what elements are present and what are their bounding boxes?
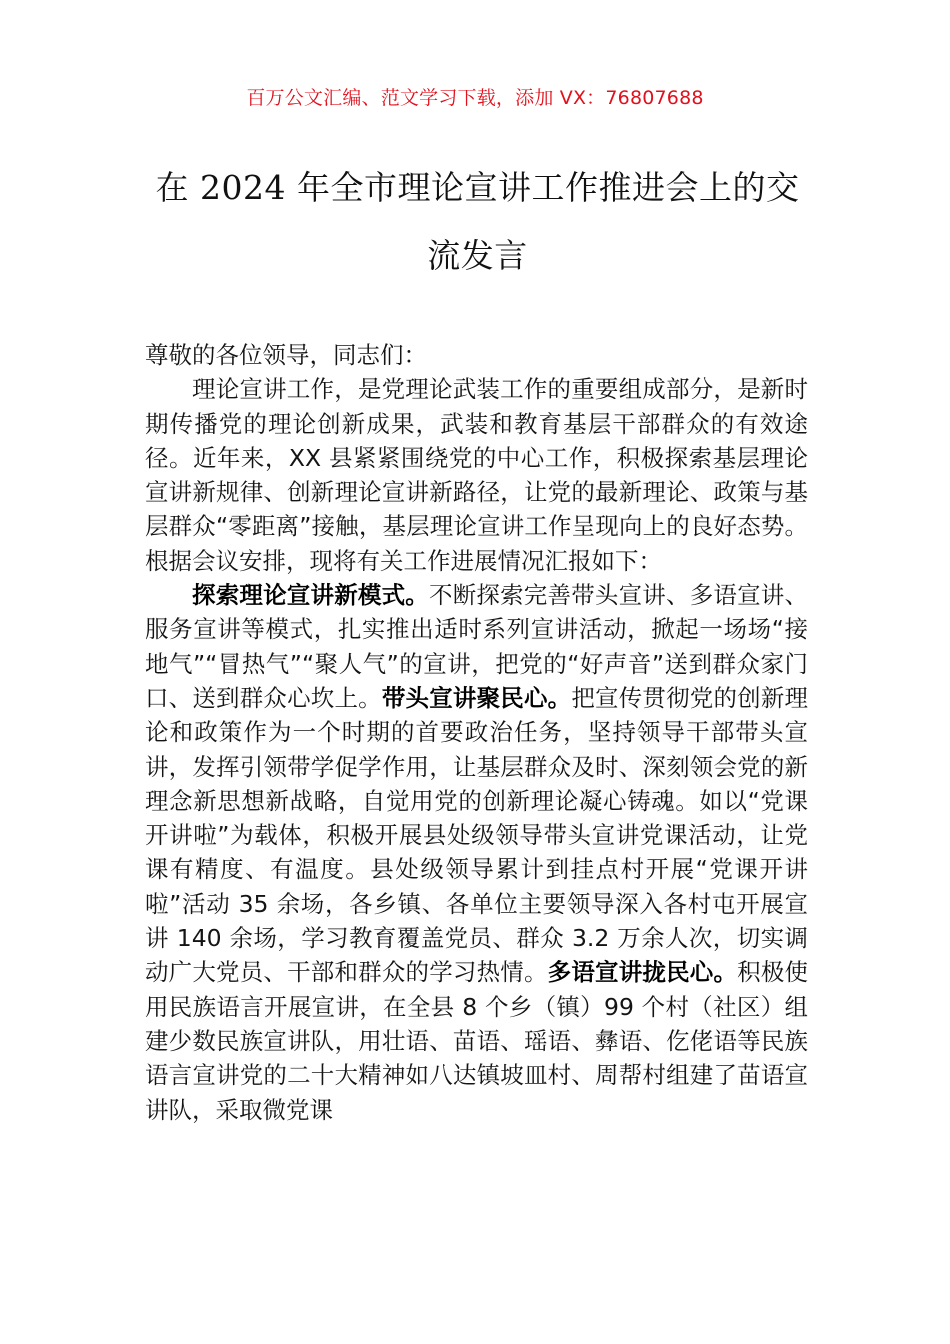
intro-paragraph: 理论宣讲工作，是党理论武装工作的重要组成部分，是新时期传播党的理论创新成果，武装和教育基层干部群众的有效途径。近年来，XX 县紧紧围绕党的中心工作，积极探索基层理论宣讲新规律、创新理论宣讲新路径，让党的最新理论、政策与基层群众“零距离”接触，基层理论宣讲工作呈现向上的良好态势。根据会议安排，现将有关工作进展情况汇报如下：: [145, 375, 808, 575]
document-body: [145, 338, 808, 1127]
download-notice: 百万公文汇编、范文学习下载，添加 VX：76807688: [246, 87, 704, 109]
section-heading-multilingual-lecture: 多语宣讲拢民心。: [547, 958, 738, 987]
section-text-new-model: 不断探索完善带头宣讲、多语宣讲、服务宣讲等模式，扎实推出适时系列宣讲活动，掀起一场场“接地气”“冒热气”“聚人气”的宣讲，把党的“好声音”送到群众家门口、送到群众心坎上。: [145, 581, 808, 712]
section-text-leading-lecture: 把宣传贯彻党的创新理论和政策作为一个时期的首要政治任务，坚持领导干部带头宣讲，发挥引领带学促学作用，让基层群众及时、深刻领会党的新理念新思想新战略，自觉用党的创新理论凝心铸魂。如以“党课开讲啦”为载体，积极开展县处级领导带头宣讲党课活动，让党课有精度、有温度。县处级领导累计到挂点村开展“党课开讲啦”活动 35 余场，各乡镇、各单位主要领导深入各村屯开展宣讲 140 余场，学习教育覆盖党员、群众 3.2 万余人次，切实调动广大党员、干部和群众的学习热情。: [145, 683, 809, 987]
document-title: 在 2024 年全市理论宣讲工作推进会上的交流发言: [155, 168, 800, 275]
section-heading-leading-lecture: 带头宣讲聚民心。: [381, 683, 572, 712]
section-heading-new-model: 探索理论宣讲新模式。: [192, 581, 429, 610]
salutation: 尊敬的各位领导，同志们：: [145, 341, 427, 369]
content-paragraph: [145, 578, 808, 1127]
section-text-multilingual-lecture: 积极使用民族语言开展宣讲，在全县 8 个乡（镇）99 个村（社区）组建少数民族宣讲队，用壮语、苗语、瑶语、彝语、仡佬语等民族语言宣讲党的二十大精神如八达镇坡皿村、周帮村组建了苗语宣讲队，采取微党课: [145, 958, 809, 1124]
